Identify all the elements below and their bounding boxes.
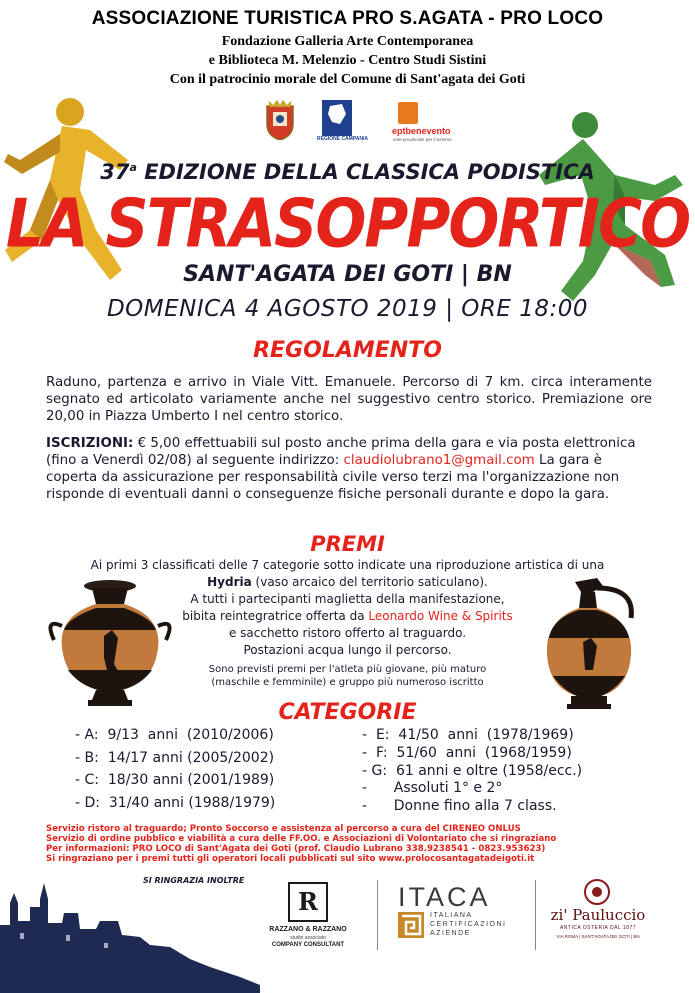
category-right-1: - E: 41/50 anni (1978/1969) [362, 727, 574, 743]
premi-line-2-rest: (vaso arcaico del territorio saticulano). [251, 575, 488, 589]
campania-map-icon [322, 100, 352, 130]
event-title: LA STRASOPPORTICO [5, 185, 690, 264]
zi-pauluccio-emblem-icon [584, 879, 610, 905]
regolamento-title: REGOLAMENTO [253, 338, 442, 363]
patronage-logos [255, 98, 455, 144]
sponsor-divider-2 [535, 880, 536, 950]
category-left-4: - D: 31/40 anni (1988/1979) [75, 795, 276, 811]
service-line-4: Si ringraziano per i premi tutti gli operatori locali pubblicati sul sito www.prolocosantagatadeigoti.it [46, 854, 535, 864]
premi-line-1: Ai primi 3 classificati delle 7 categorie sotto indicate una riproduzione artistica di una [90, 558, 605, 572]
category-right-2: - F: 51/60 anni (1968/1959) [362, 745, 572, 761]
regione-campania-logo [322, 100, 352, 136]
ept-benevento-icon [398, 102, 418, 124]
category-left-1: - A: 9/13 anni (2010/2006) [75, 727, 274, 743]
sponsor-name: Leonardo Wine & Spirits [368, 609, 513, 623]
razzano-role: COMPANY CONSULTANT [271, 942, 345, 948]
edition-number: 37 [100, 160, 130, 184]
category-left-3: - C: 18/30 anni (2001/1989) [75, 772, 275, 788]
category-left-2: - B: 14/17 anni (2005/2002) [75, 750, 275, 766]
itaca-line-2: CERTIFICAZIONI [430, 921, 507, 928]
hydria-vase-left-image [48, 578, 173, 708]
category-right-5: - Donne fino alla 7 class. [362, 798, 557, 814]
header-line-2: e Biblioteca M. Melenzio - Centro Studi Sistini [208, 53, 487, 68]
edition-text: EDIZIONE DELLA CLASSICA PODISTICA [144, 160, 595, 184]
iscrizioni-body-1: € 5,00 effettuabili sul posto anche prima della gara e via posta elettronica (fino a Venerdì 02/08) al seguente indirizzo: [46, 436, 636, 468]
itaca-line-3: AZIENDE [430, 930, 471, 937]
service-line-1: Servizio ristoro al traguardo; Pronto Soccorso e assistenza al percorso a cura del CIRENEO ONLUS [46, 824, 521, 834]
event-place: SANT'AGATA DEI GOTI | BN [183, 262, 512, 287]
razzano-sub: studio associato [290, 935, 326, 941]
categorie-title: CATEGORIE [278, 700, 417, 725]
premi-line-3: A tutti i partecipanti maglietta della manifestazione, [190, 592, 505, 606]
header-line-1: Fondazione Galleria Arte Contemporanea [221, 34, 474, 49]
ept-sub: ente provinciale per il turismo [393, 137, 452, 142]
zi-pauluccio-sub: ANTICA OSTERIA DAL 1877 [559, 925, 637, 931]
premi-title: PREMI [310, 532, 385, 556]
sponsor-divider-1 [377, 880, 378, 950]
itaca-line-1: ITALIANA [430, 912, 473, 919]
razzano-monogram: R [298, 887, 318, 916]
association-title: ASSOCIAZIONE TURISTICA PRO S.AGATA - PRO LOCO [91, 8, 604, 29]
service-line-2: Servizio di ordine pubblico e viabilità a cura delle FF.OO. e Associazioni di Volontariato che si ringraziano [46, 834, 557, 844]
hydria-label: Hydria [207, 575, 252, 589]
premi-line-5: e sacchetto ristoro offerto al traguardo. [228, 626, 467, 640]
ept-name: eptbenevento [392, 126, 451, 136]
zi-pauluccio-name: zi' Pauluccio [550, 906, 646, 924]
zi-pauluccio-address: VIA ROMA | SANT'AGATA DEI GOTI | BN [556, 934, 640, 939]
campania-label: REGIONE CAMPANIA [317, 136, 369, 142]
regolamento-text: Raduno, partenza e arrivo in Viale Vitt. Emanuele. Percorso di 7 km. circa interamente segnato ed articolato variamente anche nel suggestivo centro storico. Premiazione ore 20,00 in Piazza Umberto I nel centro storico. [46, 375, 652, 424]
itaca-greek-key-icon [398, 912, 424, 938]
iscrizioni-label: ISCRIZIONI: [46, 436, 134, 451]
event-date: DOMENICA 4 AGOSTO 2019 | ORE 18:00 [106, 296, 589, 322]
header-line-3: Con il patrocinio morale del Comune di Sant'agata dei Goti [169, 72, 526, 87]
premi-small-2: (maschile e femminile) e gruppo più numeroso iscritto [211, 677, 484, 688]
service-line-3: Per informazioni: PRO LOCO di Sant'Agata dei Goti (prof. Claudio Lubrano 338.9238541 - 0823.953623) [46, 844, 546, 854]
iscrizioni-text [46, 435, 652, 503]
premi-line-4-pre: bibita reintegratrice offerta da [182, 609, 369, 623]
premi-line-6: Postazioni acqua lungo il percorso. [243, 643, 452, 657]
thanks-label: SI RINGRAZIA INOLTRE [143, 876, 245, 885]
comune-coat-of-arms-icon [263, 98, 297, 140]
itaca-name: ITACA [398, 882, 491, 912]
edition-suffix: a [129, 161, 137, 174]
razzano-logo-icon [288, 882, 328, 922]
contact-email-link[interactable]: claudiolubrano1@gmail.com [343, 453, 535, 468]
hydria-vase-right-image [535, 578, 650, 710]
category-right-4: - Assoluti 1° e 2° [362, 780, 503, 796]
razzano-name: RAZZANO & RAZZANO [269, 926, 347, 933]
category-right-3: - G: 61 anni e oltre (1958/ecc.) [362, 763, 583, 779]
premi-small-1: Sono previsti premi per l'atleta più giovane, più maturo [208, 664, 487, 675]
edition-line [0, 160, 695, 184]
iscrizioni-body-2: La gara è coperta da assicurazione per responsabilità civile verso terzi ma l'organizzazione non risponde di eventuali danni o conseguenze fisiche personali durante e dopo la gara. [46, 453, 620, 502]
